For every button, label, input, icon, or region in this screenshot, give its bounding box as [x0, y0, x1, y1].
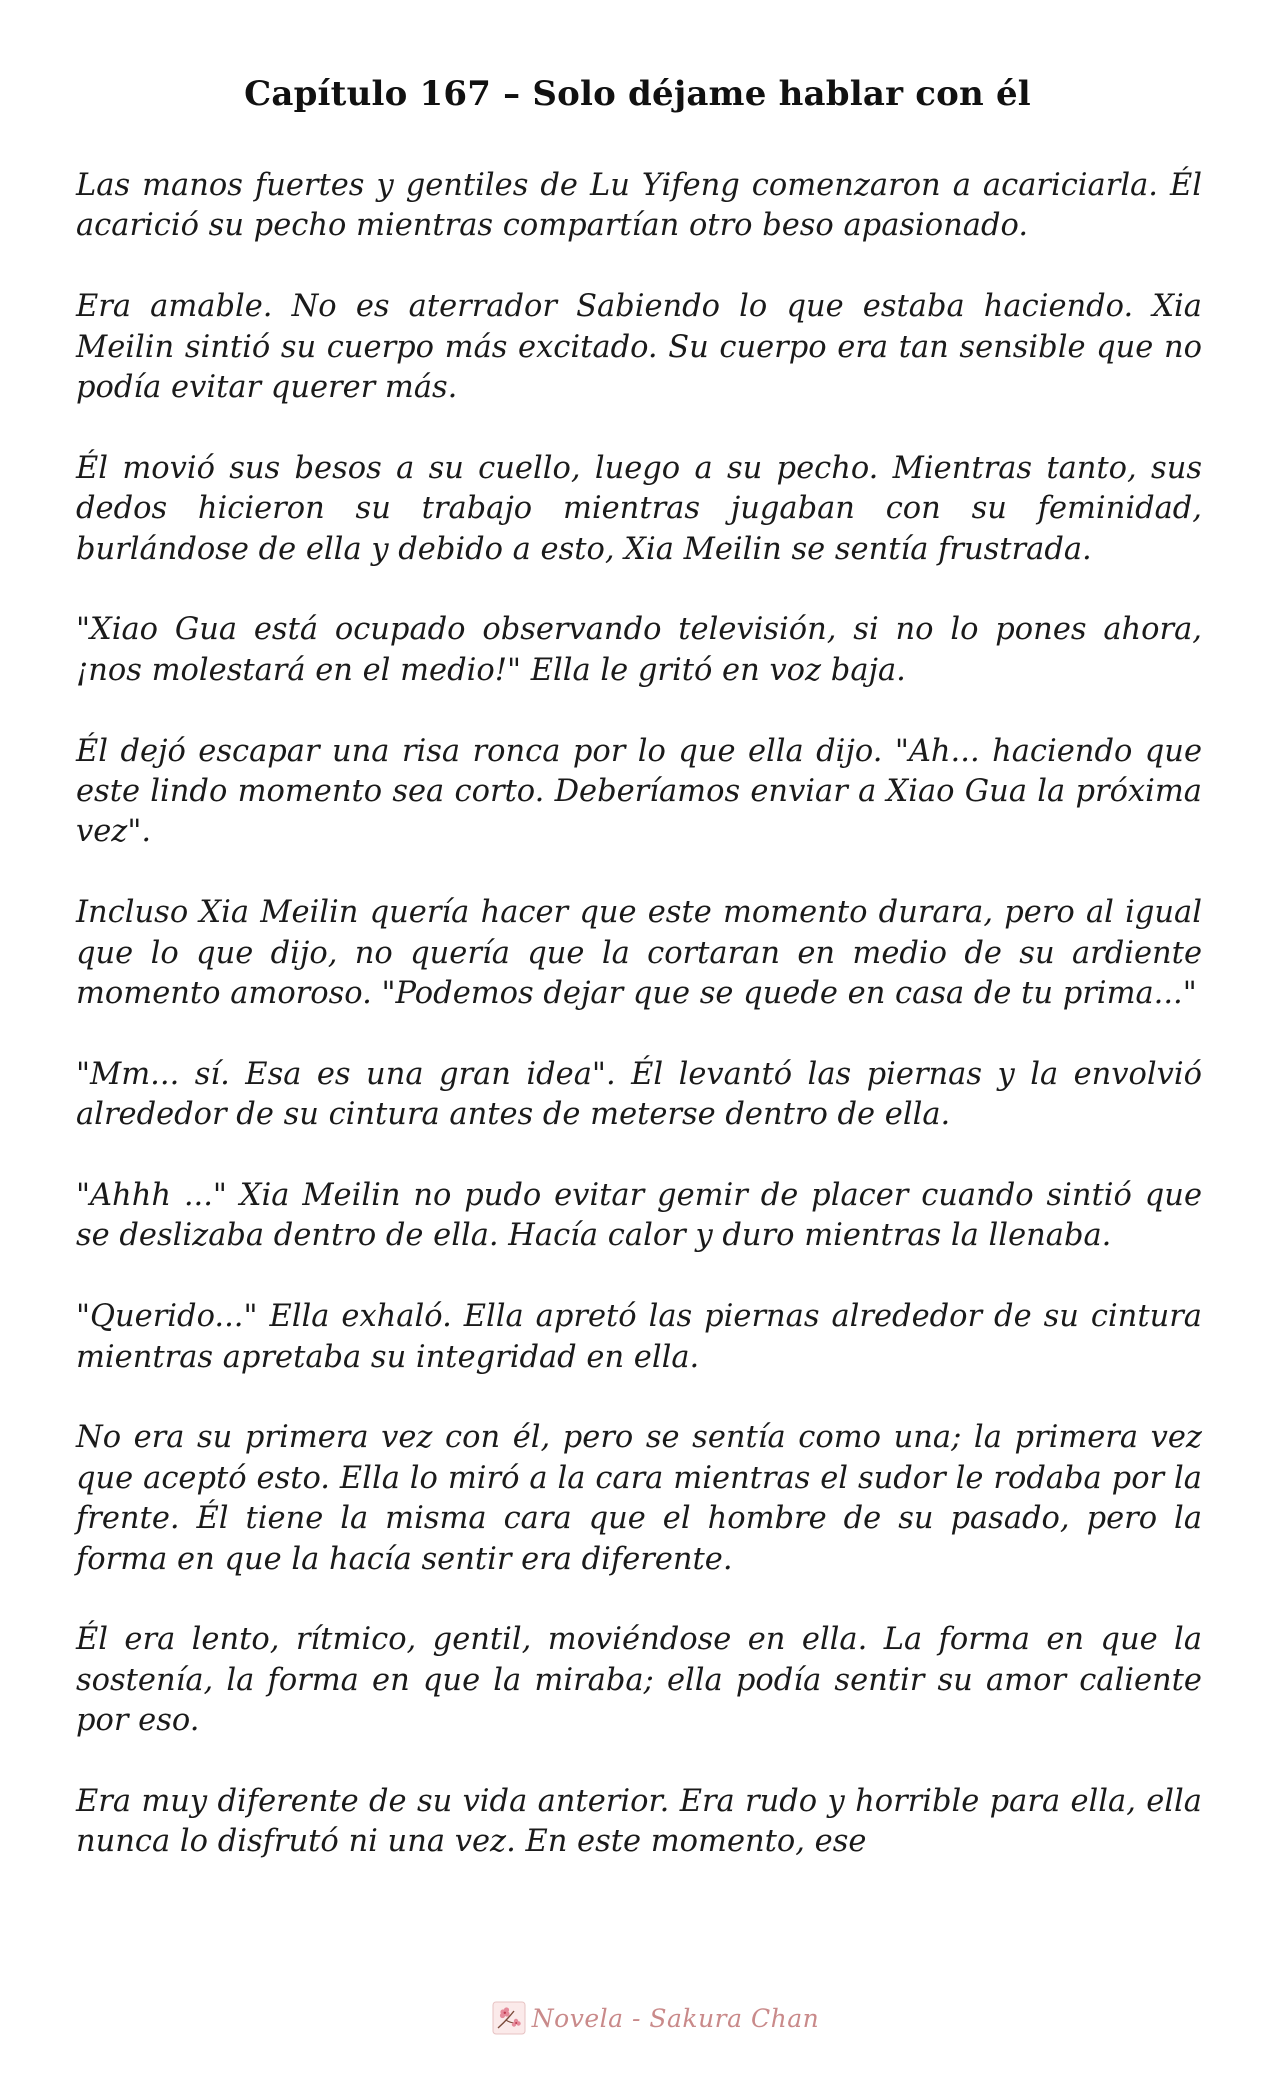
chapter-title: Capítulo 167 – Solo déjame hablar con él	[244, 74, 1031, 114]
paragraph: Él era lento, rítmico, gentil, moviéndose en ella. La forma en que la sostenía, la forma en que la miraba; ella podía sentir su amor caliente por eso.	[76, 1622, 1202, 1739]
paragraph: "Mm... sí. Esa es una gran idea". Él levantó las piernas y la envolvió alrededor de su cintura antes de meterse dentro de ella.	[76, 1056, 1202, 1133]
paragraph: Era amable. No es aterrador Sabiendo lo que estaba haciendo. Xia Meilin sintió su cuerpo más excitado. Su cuerpo era tan sensible que no podía evitar querer más.	[76, 289, 1202, 406]
watermark-group	[492, 2001, 819, 2035]
paragraph: "Ahhh ..." Xia Meilin no pudo evitar gemir de placer cuando sintió que se deslizaba dentro de ella. Hacía calor y duro mientras la llenaba.	[76, 1178, 1202, 1254]
paragraph: Él movió sus besos a su cuello, luego a su pecho. Mientras tanto, sus dedos hicieron su trabajo mientras jugaban con su feminidad, burlándose de ella y debido a esto, Xia Meilin se sentía frustrada.	[76, 450, 1202, 567]
paragraph: "Xiao Gua está ocupado observando televisión, si no lo pones ahora, ¡nos molestará en el medio!" Ella le gritó en voz baja.	[76, 612, 1202, 688]
paragraph: Él dejó escapar una risa ronca por lo que ella dijo. "Ah... haciendo que este lindo momento sea corto. Deberíamos enviar a Xiao Gua la próxima vez".	[76, 733, 1202, 850]
paragraph: No era su primera vez con él, pero se sentía como una; la primera vez que aceptó esto. Ella lo miró a la cara mientras el sudor le rodaba por la frente. Él tiene la misma cara que el hombre de su pasado, pero la forma en que la hacía sentir era diferente.	[76, 1420, 1202, 1577]
watermark	[0, 1998, 1275, 2038]
paragraph: Las manos fuertes y gentiles de Lu Yifeng comenzaron a acariciarla. Él acarició su pecho mientras compartían otro beso apasionado.	[76, 168, 1202, 244]
paragraph: "Querido..." Ella exhaló. Ella apretó las piernas alrededor de su cintura mientras apretaba su integridad en ella.	[76, 1299, 1202, 1375]
paragraph: Incluso Xia Meilin quería hacer que este momento durara, pero al igual que lo que dijo, no quería que la cortaran en medio de su ardiente momento amoroso. "Podemos dejar que se quede en casa de tu prima..."	[76, 895, 1202, 1012]
chapter-body	[76, 166, 1202, 1903]
watermark-text: Novela - Sakura Chan	[531, 2003, 820, 2033]
sakura-flower-icon	[492, 2001, 526, 2035]
paragraph: Era muy diferente de su vida anterior. Era rudo y horrible para ella, ella nunca lo disfrutó ni una vez. En este momento, ese	[76, 1784, 1202, 1860]
